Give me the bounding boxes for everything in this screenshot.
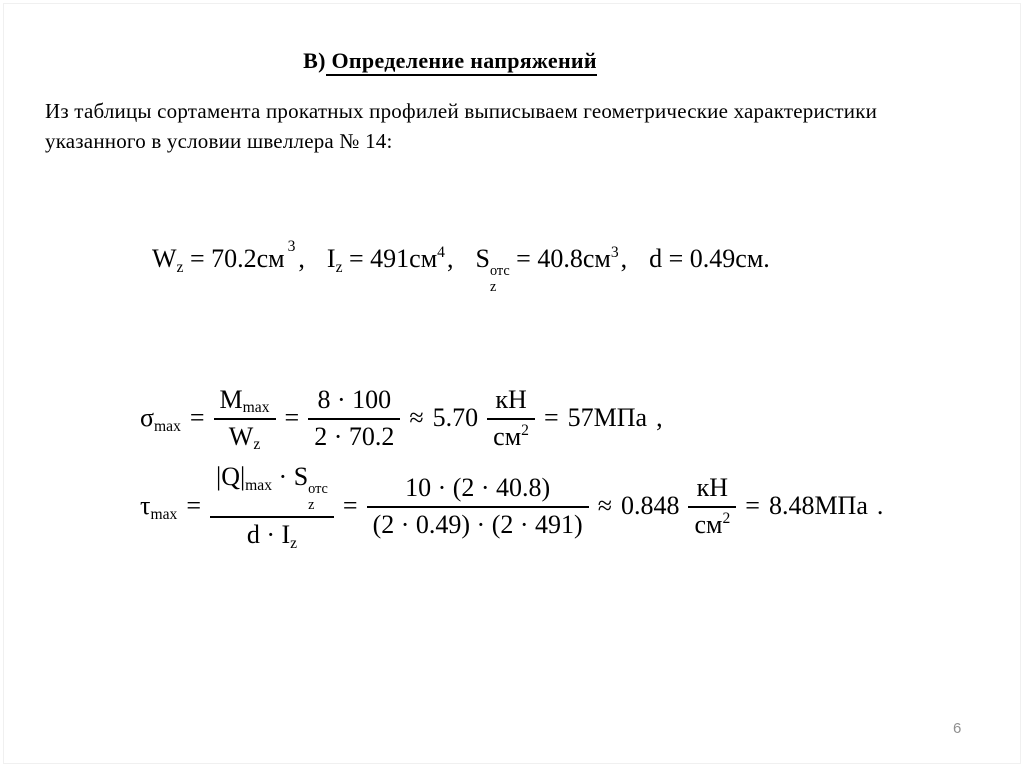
tau-subscript: max [150,505,178,523]
shear-fraction [210,461,334,552]
sigma-max-formula [140,384,663,452]
cm-unit: см [493,421,522,451]
i-symbol: I [326,244,336,273]
fraction-numerator [214,384,276,420]
m-subscript: max [242,399,270,417]
fraction-denominator: (2 · 0.49) · (2 · 491) [372,509,583,539]
cm-unit: см [694,509,723,539]
numeric-fraction [367,472,589,541]
tau-lhs [140,491,177,521]
tau-result: 8.48МПа [768,491,868,520]
geometry-characteristics-formula [152,237,770,296]
s-subscript: z [489,279,497,296]
fraction-numerator: 10 · (2 · 40.8) [367,472,589,508]
i-subscript: z [335,258,343,276]
sigma-result: 57МПа [567,403,648,432]
s-subscript: z [308,496,315,513]
s-symbol: S [475,244,490,273]
s-superscript: отс [308,480,328,497]
d-value: d = 0.49см. [649,244,770,273]
tau-coefficient: 0.848 [620,491,680,520]
s-exponent: 3 [610,244,619,262]
q-abs-symbol: |Q| [215,461,246,491]
sigma-lhs [140,403,181,433]
equals-sign: = [189,403,205,432]
equals-sign: = [745,491,760,520]
page-number: 6 [953,720,962,737]
s-superscript: отс [489,262,510,279]
approx-sign: ≈ [597,491,612,520]
unit-denominator [487,420,535,453]
equals-sign: = [543,403,559,432]
comma: , [298,244,305,273]
unit-fraction [487,384,535,453]
i-value: = 491см [342,244,438,273]
comma: , [446,244,454,273]
approx-sign: ≈ [409,403,424,432]
title-underlined-text: Определение напряжений [326,48,597,76]
fraction-denominator [210,518,334,551]
s-symbol: S [293,461,309,491]
multiply-dot: · [272,461,294,491]
sigma-coefficient: 5.70 [432,403,479,432]
equals-sign: = [342,491,358,520]
moment-over-modulus-fraction [214,384,276,453]
i-exponent: 4 [437,244,445,262]
slide-title [0,48,900,74]
d-times-i: d · I [246,520,291,550]
w-symbol: W [228,421,254,451]
s-value: = 40.8см [509,244,611,273]
comma: , [620,244,628,273]
unit-numerator: кН [487,384,535,420]
sigma-symbol: σ [140,403,155,432]
i-subscript: z [290,535,298,553]
period: . [876,491,884,520]
tau-max-formula [140,461,884,553]
fraction-numerator: 8 · 100 [308,384,400,420]
w-symbol: W [152,244,177,273]
comma: , [656,403,663,432]
unit-fraction [688,472,736,541]
s-sup-sub [490,263,510,296]
sigma-subscript: max [154,417,181,435]
tau-symbol: τ [140,491,151,520]
m-symbol: M [219,384,243,414]
numeric-fraction [308,384,400,453]
s-sup-sub [308,481,328,514]
equals-sign: = [186,491,201,520]
unit-numerator: кН [688,472,736,508]
fraction-denominator [214,420,276,453]
intro-paragraph: Из таблицы сортамента прокатных профилей выписываем геометрические характеристики указанного в условии швеллера № 14: [45,99,878,153]
cm-exponent: 2 [521,421,529,439]
unit-denominator [688,508,736,541]
q-subscript: max [245,476,273,494]
fraction-denominator: 2 · 70.2 [314,421,395,451]
w-exponent: 3 [287,237,296,255]
fraction-numerator [210,461,334,519]
w-subscript: z [176,258,184,276]
w-value: = 70.2см [183,244,285,273]
equals-sign: = [284,403,300,432]
w-subscript: z [253,436,261,454]
title-prefix: В) [303,48,326,73]
cm-exponent: 2 [722,509,731,527]
